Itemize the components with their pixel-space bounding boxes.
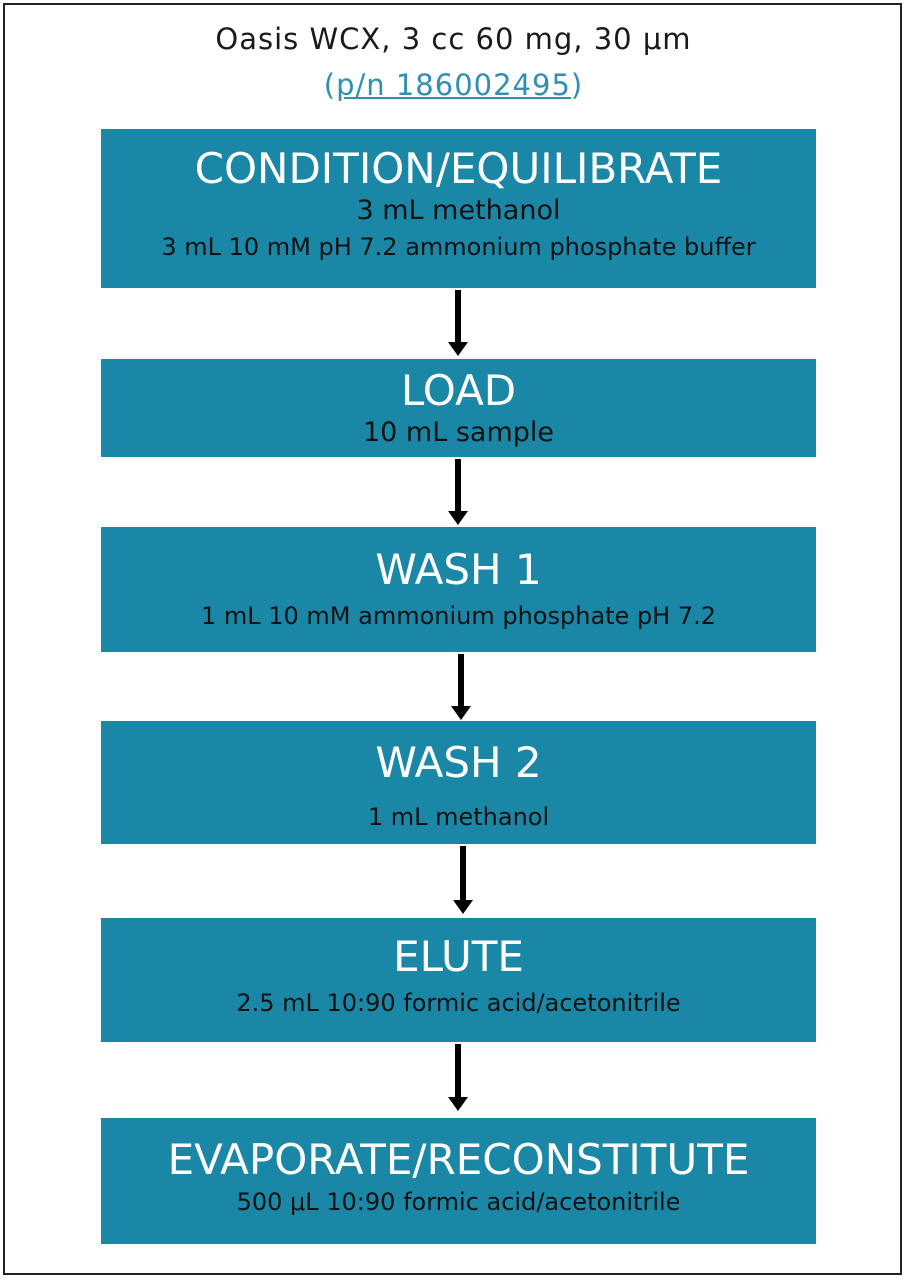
step-wash-1 — [101, 527, 816, 652]
part-number — [0, 68, 907, 102]
part-number-link[interactable]: p/n 186002495 — [336, 68, 571, 102]
cartridge-title: Oasis WCX, 3 cc 60 mg, 30 μm — [215, 22, 692, 56]
step-condition-equilibrate — [101, 129, 816, 288]
step-title: EVAPORATE/RECONSTITUTE — [167, 1135, 750, 1184]
step-elute — [101, 918, 816, 1042]
down-arrow-icon — [448, 459, 468, 525]
step-detail: 3 mL methanol — [356, 195, 561, 226]
part-number-open-paren: ( — [323, 68, 337, 102]
step-title: CONDITION/EQUILIBRATE — [194, 144, 723, 193]
step-title: LOAD — [400, 366, 517, 415]
step-detail: 500 μL 10:90 formic acid/acetonitrile — [236, 1188, 681, 1216]
step-detail: 3 mL 10 mM pH 7.2 ammonium phosphate buffer — [161, 233, 756, 261]
down-arrow-icon — [448, 1044, 468, 1111]
step-title: WASH 2 — [375, 738, 542, 787]
step-load — [101, 359, 816, 457]
step-detail: 1 mL methanol — [367, 803, 550, 831]
step-wash-2 — [101, 721, 816, 844]
step-title: ELUTE — [393, 932, 524, 981]
down-arrow-icon — [451, 654, 471, 720]
step-detail: 1 mL 10 mM ammonium phosphate pH 7.2 — [200, 602, 717, 630]
down-arrow-icon — [453, 846, 473, 914]
part-number-close-paren: ) — [570, 68, 584, 102]
down-arrow-icon — [448, 290, 468, 356]
step-detail: 2.5 mL 10:90 formic acid/acetonitrile — [236, 989, 681, 1017]
step-detail: 10 mL sample — [362, 417, 555, 448]
step-evaporate-reconstitute — [101, 1118, 816, 1244]
step-title: WASH 1 — [375, 545, 542, 594]
